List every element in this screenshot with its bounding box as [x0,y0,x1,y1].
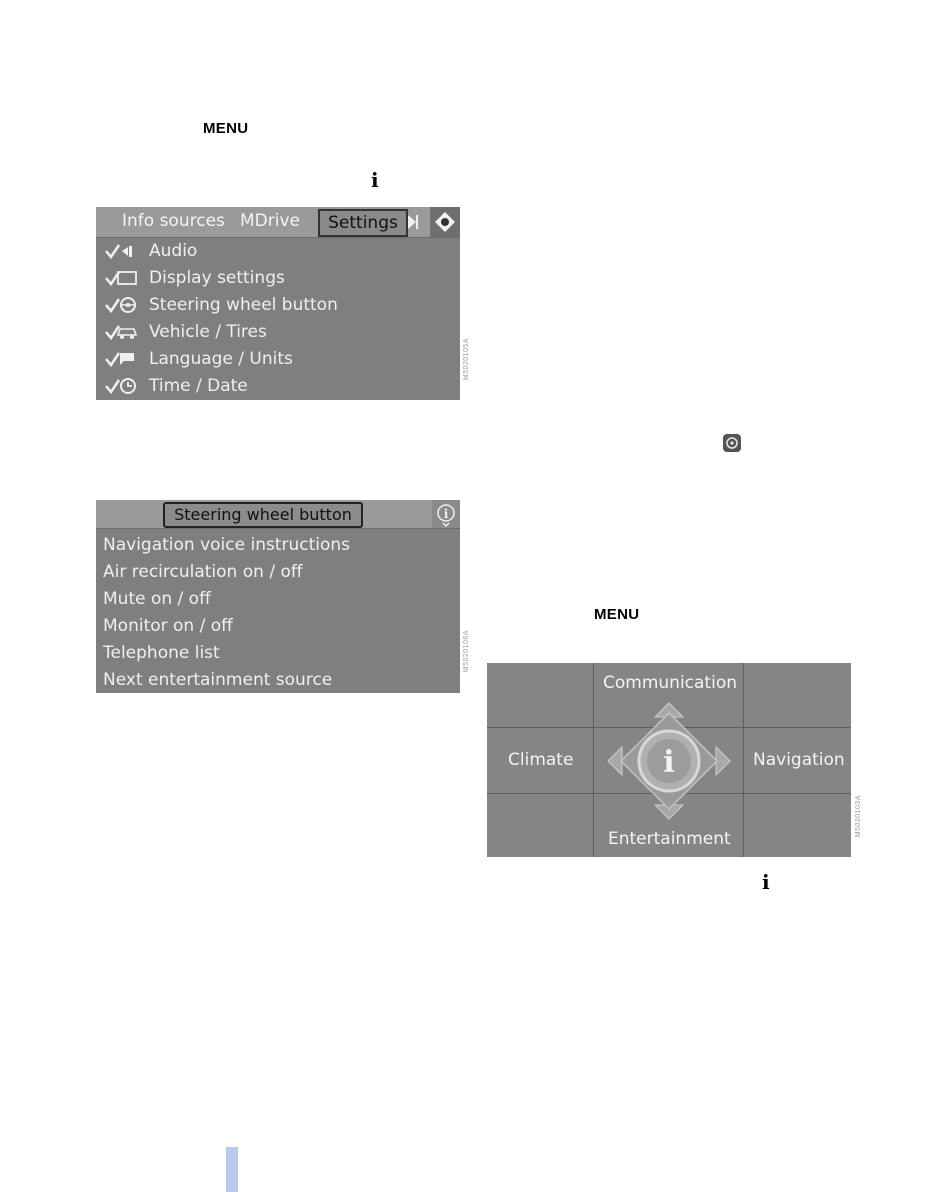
image-serial: M5020105A [463,338,470,381]
settings-item-label: Audio [149,241,198,261]
settings-item-audio[interactable] [96,237,460,264]
steering-options-list [96,532,460,694]
image-serial: M5020106A [463,630,470,673]
tab-bar [96,207,460,238]
tab-info-sources[interactable]: Info sources [122,211,225,231]
grid-line [743,663,744,857]
menu-climate[interactable]: Climate [508,750,574,770]
settings-item-label: Language / Units [149,349,293,369]
info-controller-icon[interactable] [432,500,460,528]
info-icon: i [371,168,379,192]
menu-button-label: MENU [594,606,640,623]
controller-button-icon [722,433,742,453]
screen-title: Steering wheel button [163,502,363,528]
screen-header [96,500,460,529]
settings-item-vehicle[interactable] [96,318,460,345]
next-bar-icon [416,215,418,229]
svg-text:i: i [443,507,449,521]
list-item[interactable]: Monitor on / off [103,616,233,636]
start-menu-screen [487,663,851,857]
settings-item-label: Steering wheel button [149,295,338,315]
next-arrow-icon[interactable] [408,215,416,229]
settings-item-label: Vehicle / Tires [149,322,267,342]
list-item[interactable]: Air recirculation on / off [103,562,303,582]
image-serial: M5020103A [855,795,862,838]
clock-check-icon [104,377,138,395]
list-item[interactable]: Mute on / off [103,589,211,609]
grid-line [593,663,594,857]
menu-button-label: MENU [203,120,249,137]
menu-communication[interactable]: Communication [603,673,737,693]
tab-settings[interactable]: Settings [318,209,408,237]
page-edge-marker [226,1147,238,1192]
settings-item-language[interactable] [96,345,460,372]
list-item[interactable]: Telephone list [103,643,220,663]
audio-check-icon [104,242,138,260]
settings-item-time[interactable] [96,372,460,399]
language-check-icon [104,350,138,368]
settings-screen [96,207,460,400]
settings-list [96,237,460,399]
steering-button-screen [96,500,460,693]
list-item[interactable]: Next entertainment source [103,670,333,690]
tab-mdrive[interactable]: MDrive [240,211,300,231]
info-icon: i [762,870,770,894]
menu-navigation[interactable]: Navigation [753,750,845,770]
controller-compass-icon[interactable] [604,699,734,823]
settings-item-steering[interactable] [96,291,460,318]
list-item[interactable]: Navigation voice instructions [103,535,351,555]
svg-text:i: i [663,745,675,780]
controller-icon[interactable] [430,207,460,237]
settings-item-label: Time / Date [149,376,248,396]
steering-wheel-check-icon [104,296,138,314]
menu-entertainment[interactable]: Entertainment [608,829,731,849]
settings-item-label: Display settings [149,268,285,288]
display-check-icon [104,269,138,287]
vehicle-check-icon [104,323,138,341]
settings-item-display[interactable] [96,264,460,291]
